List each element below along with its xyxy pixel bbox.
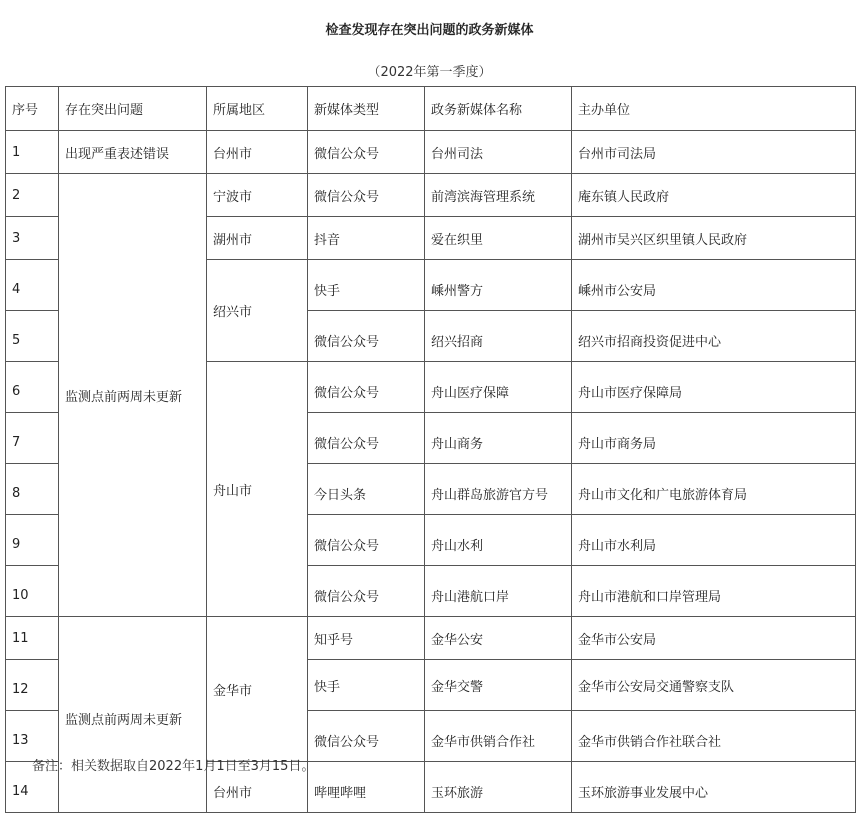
cell-name: 台州司法 (425, 131, 572, 174)
header-cell-org: 主办单位 (572, 87, 856, 131)
cell-type: 快手 (308, 260, 425, 311)
report-table (5, 86, 856, 813)
cell-no: 8 (6, 464, 59, 515)
cell-type: 微信公众号 (308, 566, 425, 617)
cell-name: 爱在织里 (425, 217, 572, 260)
cell-name: 前湾滨海管理系统 (425, 174, 572, 217)
cell-type: 微信公众号 (308, 311, 425, 362)
cell-region: 台州市 (207, 762, 308, 813)
table-row (6, 174, 856, 217)
table-header-row (6, 87, 856, 131)
cell-type: 微信公众号 (308, 515, 425, 566)
cell-no: 6 (6, 362, 59, 413)
cell-name: 舟山群岛旅游官方号 (425, 464, 572, 515)
cell-no: 13 (6, 711, 59, 762)
cell-org: 金华市公安局交通警察支队 (572, 660, 856, 711)
table-row (6, 617, 856, 660)
header-cell-no: 序号 (6, 87, 59, 131)
cell-name: 舟山港航口岸 (425, 566, 572, 617)
cell-no: 14 (6, 762, 59, 813)
cell-no: 4 (6, 260, 59, 311)
cell-region: 宁波市 (207, 174, 308, 217)
cell-issue: 监测点前两周未更新 (59, 617, 207, 813)
cell-org: 台州市司法局 (572, 131, 856, 174)
cell-name: 绍兴招商 (425, 311, 572, 362)
cell-org: 舟山市水利局 (572, 515, 856, 566)
cell-type: 知乎号 (308, 617, 425, 660)
cell-name: 舟山商务 (425, 413, 572, 464)
cell-org: 金华市公安局 (572, 617, 856, 660)
cell-name: 金华交警 (425, 660, 572, 711)
cell-org: 舟山市医疗保障局 (572, 362, 856, 413)
cell-type: 抖音 (308, 217, 425, 260)
cell-region: 绍兴市 (207, 260, 308, 362)
document-subtitle: （2022年第一季度） (367, 65, 492, 80)
cell-org: 舟山市港航和口岸管理局 (572, 566, 856, 617)
cell-org: 绍兴市招商投资促进中心 (572, 311, 856, 362)
cell-type: 今日头条 (308, 464, 425, 515)
cell-type: 哔哩哔哩 (308, 762, 425, 813)
cell-no: 7 (6, 413, 59, 464)
header-cell-name: 政务新媒体名称 (425, 87, 572, 131)
cell-region: 台州市 (207, 131, 308, 174)
cell-org: 金华市供销合作社联合社 (572, 711, 856, 762)
cell-org: 玉环旅游事业发展中心 (572, 762, 856, 813)
header-cell-issue: 存在突出问题 (59, 87, 207, 131)
cell-name: 玉环旅游 (425, 762, 572, 813)
header-cell-type: 新媒体类型 (308, 87, 425, 131)
cell-type: 微信公众号 (308, 362, 425, 413)
cell-no: 5 (6, 311, 59, 362)
cell-name: 金华公安 (425, 617, 572, 660)
cell-no: 10 (6, 566, 59, 617)
cell-no: 1 (6, 131, 59, 174)
cell-region: 湖州市 (207, 217, 308, 260)
cell-org: 舟山市商务局 (572, 413, 856, 464)
cell-name: 金华市供销合作社 (425, 711, 572, 762)
cell-type: 快手 (308, 660, 425, 711)
cell-name: 舟山水利 (425, 515, 572, 566)
cell-org: 嵊州市公安局 (572, 260, 856, 311)
cell-name: 嵊州警方 (425, 260, 572, 311)
cell-name: 舟山医疗保障 (425, 362, 572, 413)
cell-org: 庵东镇人民政府 (572, 174, 856, 217)
cell-org: 湖州市吴兴区织里镇人民政府 (572, 217, 856, 260)
cell-type: 微信公众号 (308, 413, 425, 464)
cell-region: 舟山市 (207, 362, 308, 617)
cell-issue: 出现严重表述错误 (59, 131, 207, 174)
document-title: 检查发现存在突出问题的政务新媒体 (325, 23, 534, 38)
cell-type: 微信公众号 (308, 131, 425, 174)
cell-issue: 监测点前两周未更新 (59, 174, 207, 617)
cell-no: 12 (6, 660, 59, 711)
cell-type: 微信公众号 (308, 174, 425, 217)
cell-no: 9 (6, 515, 59, 566)
cell-org: 舟山市文化和广电旅游体育局 (572, 464, 856, 515)
cell-no: 3 (6, 217, 59, 260)
cell-no: 2 (6, 174, 59, 217)
cell-type: 微信公众号 (308, 711, 425, 762)
footnote: 备注：相关数据取自2022年1月1日至3月15日。 (32, 759, 315, 774)
header-cell-region: 所属地区 (207, 87, 308, 131)
table-row (6, 131, 856, 174)
cell-region: 金华市 (207, 617, 308, 762)
cell-no: 11 (6, 617, 59, 660)
